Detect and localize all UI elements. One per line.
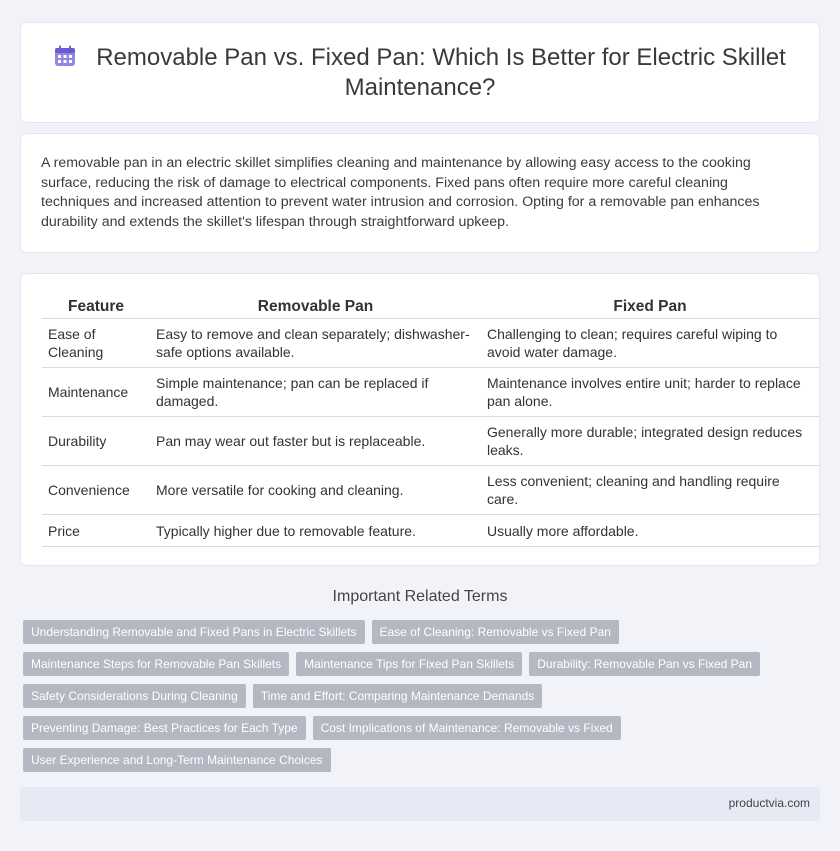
related-terms-heading: Important Related Terms <box>332 588 508 605</box>
title-line-2: Maintenance? <box>344 74 496 101</box>
feature-cell: Maintenance <box>42 368 150 417</box>
related-term-tag[interactable]: Maintenance Tips for Fixed Pan Skillets <box>296 652 522 676</box>
feature-cell: Ease of Cleaning <box>42 319 150 368</box>
calendar-icon <box>54 45 76 67</box>
fixed-cell: Generally more durable; integrated design reduces leaks. <box>481 417 819 466</box>
related-term-tag[interactable]: Understanding Removable and Fixed Pans in Electric Skillets <box>23 620 365 644</box>
header-fixed-pan: Fixed Pan <box>481 296 819 319</box>
removable-cell: Easy to remove and clean separately; dishwasher-safe options available. <box>150 319 481 368</box>
feature-cell: Durability <box>42 417 150 466</box>
removable-cell: Typically higher due to removable feature. <box>150 515 481 547</box>
title-card <box>20 22 820 123</box>
intro-card <box>20 133 820 253</box>
related-term-tag[interactable]: Time and Effort: Comparing Maintenance Demands <box>253 684 542 708</box>
page-title <box>21 43 819 103</box>
header-removable-pan: Removable Pan <box>150 296 481 319</box>
table-row <box>42 368 819 417</box>
table-row <box>42 417 819 466</box>
related-term-tag[interactable]: Cost Implications of Maintenance: Removable vs Fixed <box>313 716 621 740</box>
fixed-cell: Less convenient; cleaning and handling require care. <box>481 466 819 515</box>
fixed-cell: Usually more affordable. <box>481 515 819 547</box>
removable-cell: More versatile for cooking and cleaning. <box>150 466 481 515</box>
related-term-tag[interactable]: User Experience and Long-Term Maintenance Choices <box>23 748 331 772</box>
footer <box>20 787 820 821</box>
related-term-tag[interactable]: Safety Considerations During Cleaning <box>23 684 246 708</box>
removable-cell: Simple maintenance; pan can be replaced if damaged. <box>150 368 481 417</box>
feature-cell: Convenience <box>42 466 150 515</box>
related-term-tag[interactable]: Durability: Removable Pan vs Fixed Pan <box>529 652 760 676</box>
table-row <box>42 515 819 547</box>
table-row <box>42 466 819 515</box>
table-header-row <box>42 296 819 319</box>
removable-cell: Pan may wear out faster but is replaceable. <box>150 417 481 466</box>
related-term-tag[interactable]: Maintenance Steps for Removable Pan Skillets <box>23 652 289 676</box>
title-line-1: Removable Pan vs. Fixed Pan: Which Is Better for Electric Skillet <box>96 44 786 71</box>
feature-cell: Price <box>42 515 150 547</box>
related-terms-list <box>23 620 803 780</box>
footer-site-link[interactable]: productvia.com <box>728 796 810 810</box>
related-term-tag[interactable]: Ease of Cleaning: Removable vs Fixed Pan <box>372 620 619 644</box>
header-feature: Feature <box>42 296 150 319</box>
intro-text: A removable pan in an electric skillet simplifies cleaning and maintenance by allowing easy access to the cooking surface, reducing the risk of damage to electrical components. Fixed pans often require more careful cleaning techniques and increased attention to prevent water intrusion and corrosion. Opting for a removable pan enhances durability and extends the skillet's lifespan through straightforward upkeep. <box>41 155 760 230</box>
related-term-tag[interactable]: Preventing Damage: Best Practices for Each Type <box>23 716 306 740</box>
comparison-table <box>42 296 819 547</box>
comparison-card <box>20 273 820 566</box>
table-row <box>42 319 819 368</box>
fixed-cell: Maintenance involves entire unit; harder to replace pan alone. <box>481 368 819 417</box>
fixed-cell: Challenging to clean; requires careful wiping to avoid water damage. <box>481 319 819 368</box>
